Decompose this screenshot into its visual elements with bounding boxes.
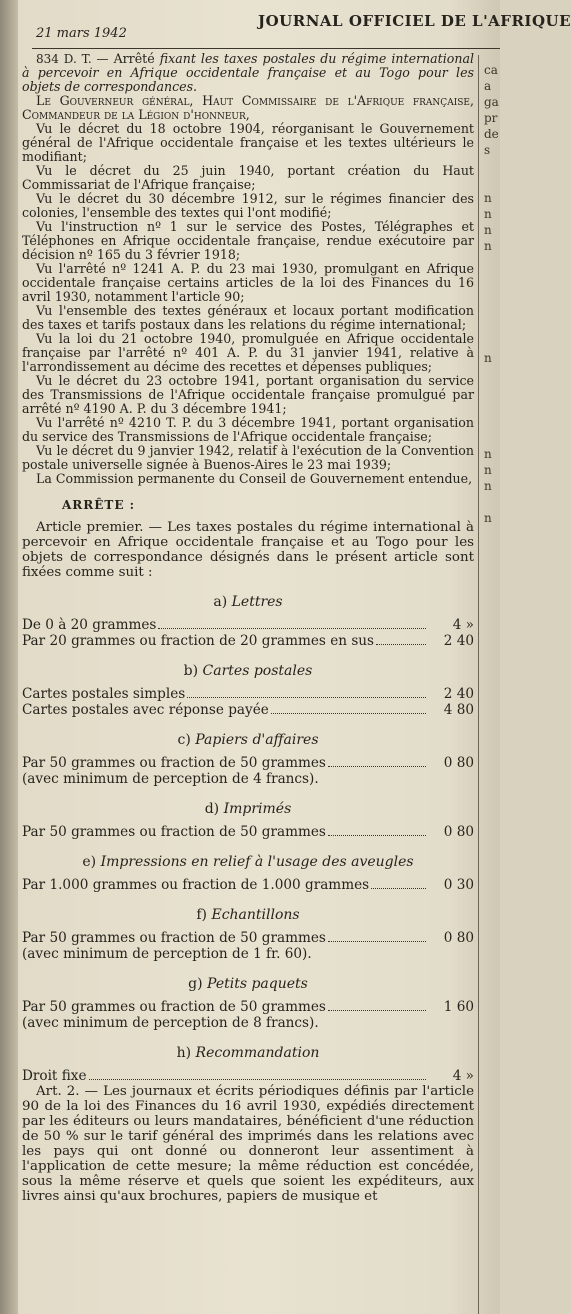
rate-value: 4 80 (443, 702, 474, 718)
section-name: Papiers d'affaires (195, 732, 319, 748)
fragment-line (484, 382, 500, 398)
rate-row (22, 1068, 474, 1084)
section-title (22, 664, 474, 678)
rate-row (22, 617, 474, 633)
binding-spine (0, 0, 18, 1314)
rate-value: 4 » (452, 617, 474, 633)
section-name: Cartes postales (202, 663, 313, 679)
fragment-line (484, 174, 500, 190)
fragment-line: n (484, 191, 492, 205)
header-date: 21 mars 1942 (36, 26, 127, 41)
fragment-line: n (484, 239, 492, 253)
rate-label: Par 50 grammes ou fraction de 50 grammes (22, 999, 326, 1015)
rate-value: 0 80 (443, 755, 474, 771)
rate-value: 2 40 (443, 633, 474, 649)
fragment-line: de (484, 127, 499, 141)
section-name: Petits paquets (207, 976, 308, 992)
leader-dots (328, 1010, 426, 1011)
section-letter: f) (196, 907, 208, 923)
header-rule (32, 48, 500, 49)
leader-dots (376, 644, 426, 645)
visa-item: Vu la loi du 21 octobre 1940, promulguée en Afrique occidentale française par l'arrêté nº 401 A. P. du 31 janvier 1941, relative à l'arrondissement au décime des recettes et dépenses publiques; (22, 331, 474, 374)
leader-dots (89, 1079, 427, 1080)
rate-value: 0 80 (443, 824, 474, 840)
visa-item: Vu l'ensemble des textes généraux et locaux portant modification des taxes et tarifs postaux dans les relations du régime international; (22, 303, 474, 332)
fragment-line (484, 286, 500, 302)
adjacent-column-fragment (484, 62, 500, 526)
rate-row (22, 633, 474, 649)
section-letter: e) (82, 854, 97, 870)
section-letter: a) (213, 594, 228, 610)
fragment-line: n (484, 223, 492, 237)
leader-dots (328, 835, 426, 836)
rate-note: (avec minimum de perception de 1 fr. 60). (22, 946, 312, 962)
rate-row (22, 877, 474, 893)
rate-label: De 0 à 20 grammes (22, 617, 157, 633)
section-title (22, 908, 474, 922)
section-name: Impressions en relief à l'usage des aveugles (100, 854, 414, 870)
rate-label: Par 20 grammes ou fraction de 20 grammes en sus (22, 633, 375, 649)
section-name: Recommandation (195, 1045, 320, 1061)
fragment-line: s (484, 143, 491, 157)
fragment-line: n (484, 447, 492, 461)
leader-dots (328, 766, 426, 767)
rate-row (22, 999, 474, 1015)
section-name: Lettres (231, 594, 283, 610)
leader-dots (187, 697, 426, 698)
section-letter: c) (177, 732, 191, 748)
fragment-line: n (484, 511, 492, 525)
rate-label: Cartes postales avec réponse payée (22, 702, 269, 718)
leader-dots (328, 941, 426, 942)
fragment-line: n (484, 351, 492, 365)
rate-value: 1 60 (443, 999, 474, 1015)
fragment-line: n (484, 207, 492, 221)
decree-intro (22, 52, 474, 94)
leader-dots (271, 713, 426, 714)
section-letter: d) (204, 801, 220, 817)
fragment-line (484, 398, 500, 414)
section-letter: b) (183, 663, 199, 679)
rate-label: Droit fixe (22, 1068, 87, 1084)
rate-label: Par 1.000 grammes ou fraction de 1.000 grammes (22, 877, 370, 893)
fragment-line (484, 318, 500, 334)
fragment-line (484, 158, 500, 174)
fragment-line (484, 494, 500, 510)
fragment-line (484, 302, 500, 318)
visa-item: Vu le décret du 30 décembre 1912, sur le régimes financier des colonies, l'ensemble des textes qui l'ont modifié; (22, 191, 474, 220)
rate-note: (avec minimum de perception de 8 francs). (22, 1015, 319, 1031)
fragment-line: n (484, 479, 492, 493)
decree-kind: Arrêté (113, 51, 155, 66)
rate-value: 4 » (452, 1068, 474, 1084)
section-title (22, 733, 474, 747)
rate-note: (avec minimum de perception de 4 francs). (22, 771, 319, 787)
leader-dots (158, 628, 426, 629)
visa-item: Vu l'instruction nº 1 sur le service des Postes, Télégraphes et Téléphones en Afrique occidentale française, rendue exécutoire par décision nº 165 du 3 février 1918; (22, 219, 474, 262)
visa-item: Vu le décret du 25 juin 1940, portant création du Haut Commissariat de l'Afrique française; (22, 163, 474, 192)
section-letter: g) (188, 976, 203, 992)
section-name: Echantillons (211, 907, 300, 923)
fragment-line: ca (484, 63, 498, 77)
section-title (22, 595, 474, 609)
leader-dots (371, 888, 426, 889)
rate-label: Par 50 grammes ou fraction de 50 grammes (22, 930, 326, 946)
visa-item: La Commission permanente du Conseil de Gouvernement entendue, (36, 471, 473, 486)
decree-number: 834 D. T. — (36, 52, 109, 66)
decree-authority: Le Gouverneur général, Haut Commissaire de l'Afrique française, Commandeur de la Légion d'honneur, (22, 93, 474, 122)
fragment-line (484, 334, 500, 350)
rate-label: Par 50 grammes ou fraction de 50 grammes (22, 824, 326, 840)
section-title (22, 1046, 474, 1060)
rate-label: Par 50 grammes ou fraction de 50 grammes (22, 755, 326, 771)
column-divider (478, 55, 479, 1314)
arrete-heading: ARRÊTE : (62, 498, 136, 512)
section-title (22, 977, 474, 991)
rate-value: 2 40 (443, 686, 474, 702)
fragment-line: a (484, 79, 492, 93)
visa-item: Vu l'arrêté nº 1241 A. P. du 23 mai 1930, promulgant en Afrique occidentale française certains articles de la loi des Finances du 16 avril 1930, notamment l'article 90; (22, 261, 474, 304)
journal-title: JOURNAL OFFICIEL DE L'AFRIQUE (258, 12, 571, 30)
decree-subject: fixant les taxes postales du régime international à percevoir en Afrique occidentale française et au Togo pour les objets de correspondances. (22, 51, 474, 94)
fragment-line: n (484, 463, 492, 477)
visas-list (22, 122, 474, 486)
fragment-line (484, 414, 500, 430)
fragment-line: pr (484, 111, 498, 125)
article-1: Article premier. — Les taxes postales du régime international à percevoir en Afrique occidentale française et au Togo pour les objets de correspondance désignés dans le présent article sont fixées comme suit : (22, 520, 474, 580)
rate-row (22, 702, 474, 718)
rate-row (22, 755, 474, 771)
fragment-line (484, 270, 500, 286)
visa-item: Vu le décret du 9 janvier 1942, relatif à l'exécution de la Convention postale universelle signée à Buenos-Aires le 23 mai 1939; (22, 443, 474, 472)
visa-item: Vu le décret du 23 octobre 1941, portant organisation du service des Transmissions de l'Afrique occidentale française promulgué par arrêté nº 4190 A. P. du 3 décembre 1941; (22, 373, 474, 416)
rate-sections (22, 595, 474, 1084)
decree-column (22, 52, 474, 1204)
article-2: Art. 2. — Les journaux et écrits périodiques définis par l'article 90 de la loi des Finances du 16 avril 1930, expédiés directement par les éditeurs ou leurs mandataires, bénéficient d'une réduction de 50 % sur le tarif général des imprimés dans les relations avec les pays qui ont donné ou donneront leur assentiment à l'application de cette mesure; la même réduction est concédée, sous la même réserve et quels que soient les expéditeurs, aux livres ainsi qu'aux brochures, papiers de musique et (22, 1084, 474, 1204)
fragment-line (484, 254, 500, 270)
visa-item: Vu l'arrêté nº 4210 T. P. du 3 décembre 1941, portant organisation du service des Transmissions de l'Afrique occidentale française; (22, 415, 474, 444)
fragment-line (484, 430, 500, 446)
section-name: Imprimés (223, 801, 292, 817)
page-header (20, 8, 571, 48)
rate-value: 0 80 (443, 930, 474, 946)
fragment-line: ga (484, 95, 499, 109)
section-title (22, 802, 474, 816)
fragment-line (484, 366, 500, 382)
rate-value: 0 30 (443, 877, 474, 893)
rate-row (22, 824, 474, 840)
rate-row (22, 686, 474, 702)
section-title (22, 855, 474, 869)
visa-item: Vu le décret du 18 octobre 1904, réorganisant le Gouvernement général de l'Afrique occidentale française et les textes ultérieurs le modifiant; (22, 121, 474, 164)
section-letter: h) (176, 1045, 192, 1061)
rate-row (22, 930, 474, 946)
rate-label: Cartes postales simples (22, 686, 186, 702)
